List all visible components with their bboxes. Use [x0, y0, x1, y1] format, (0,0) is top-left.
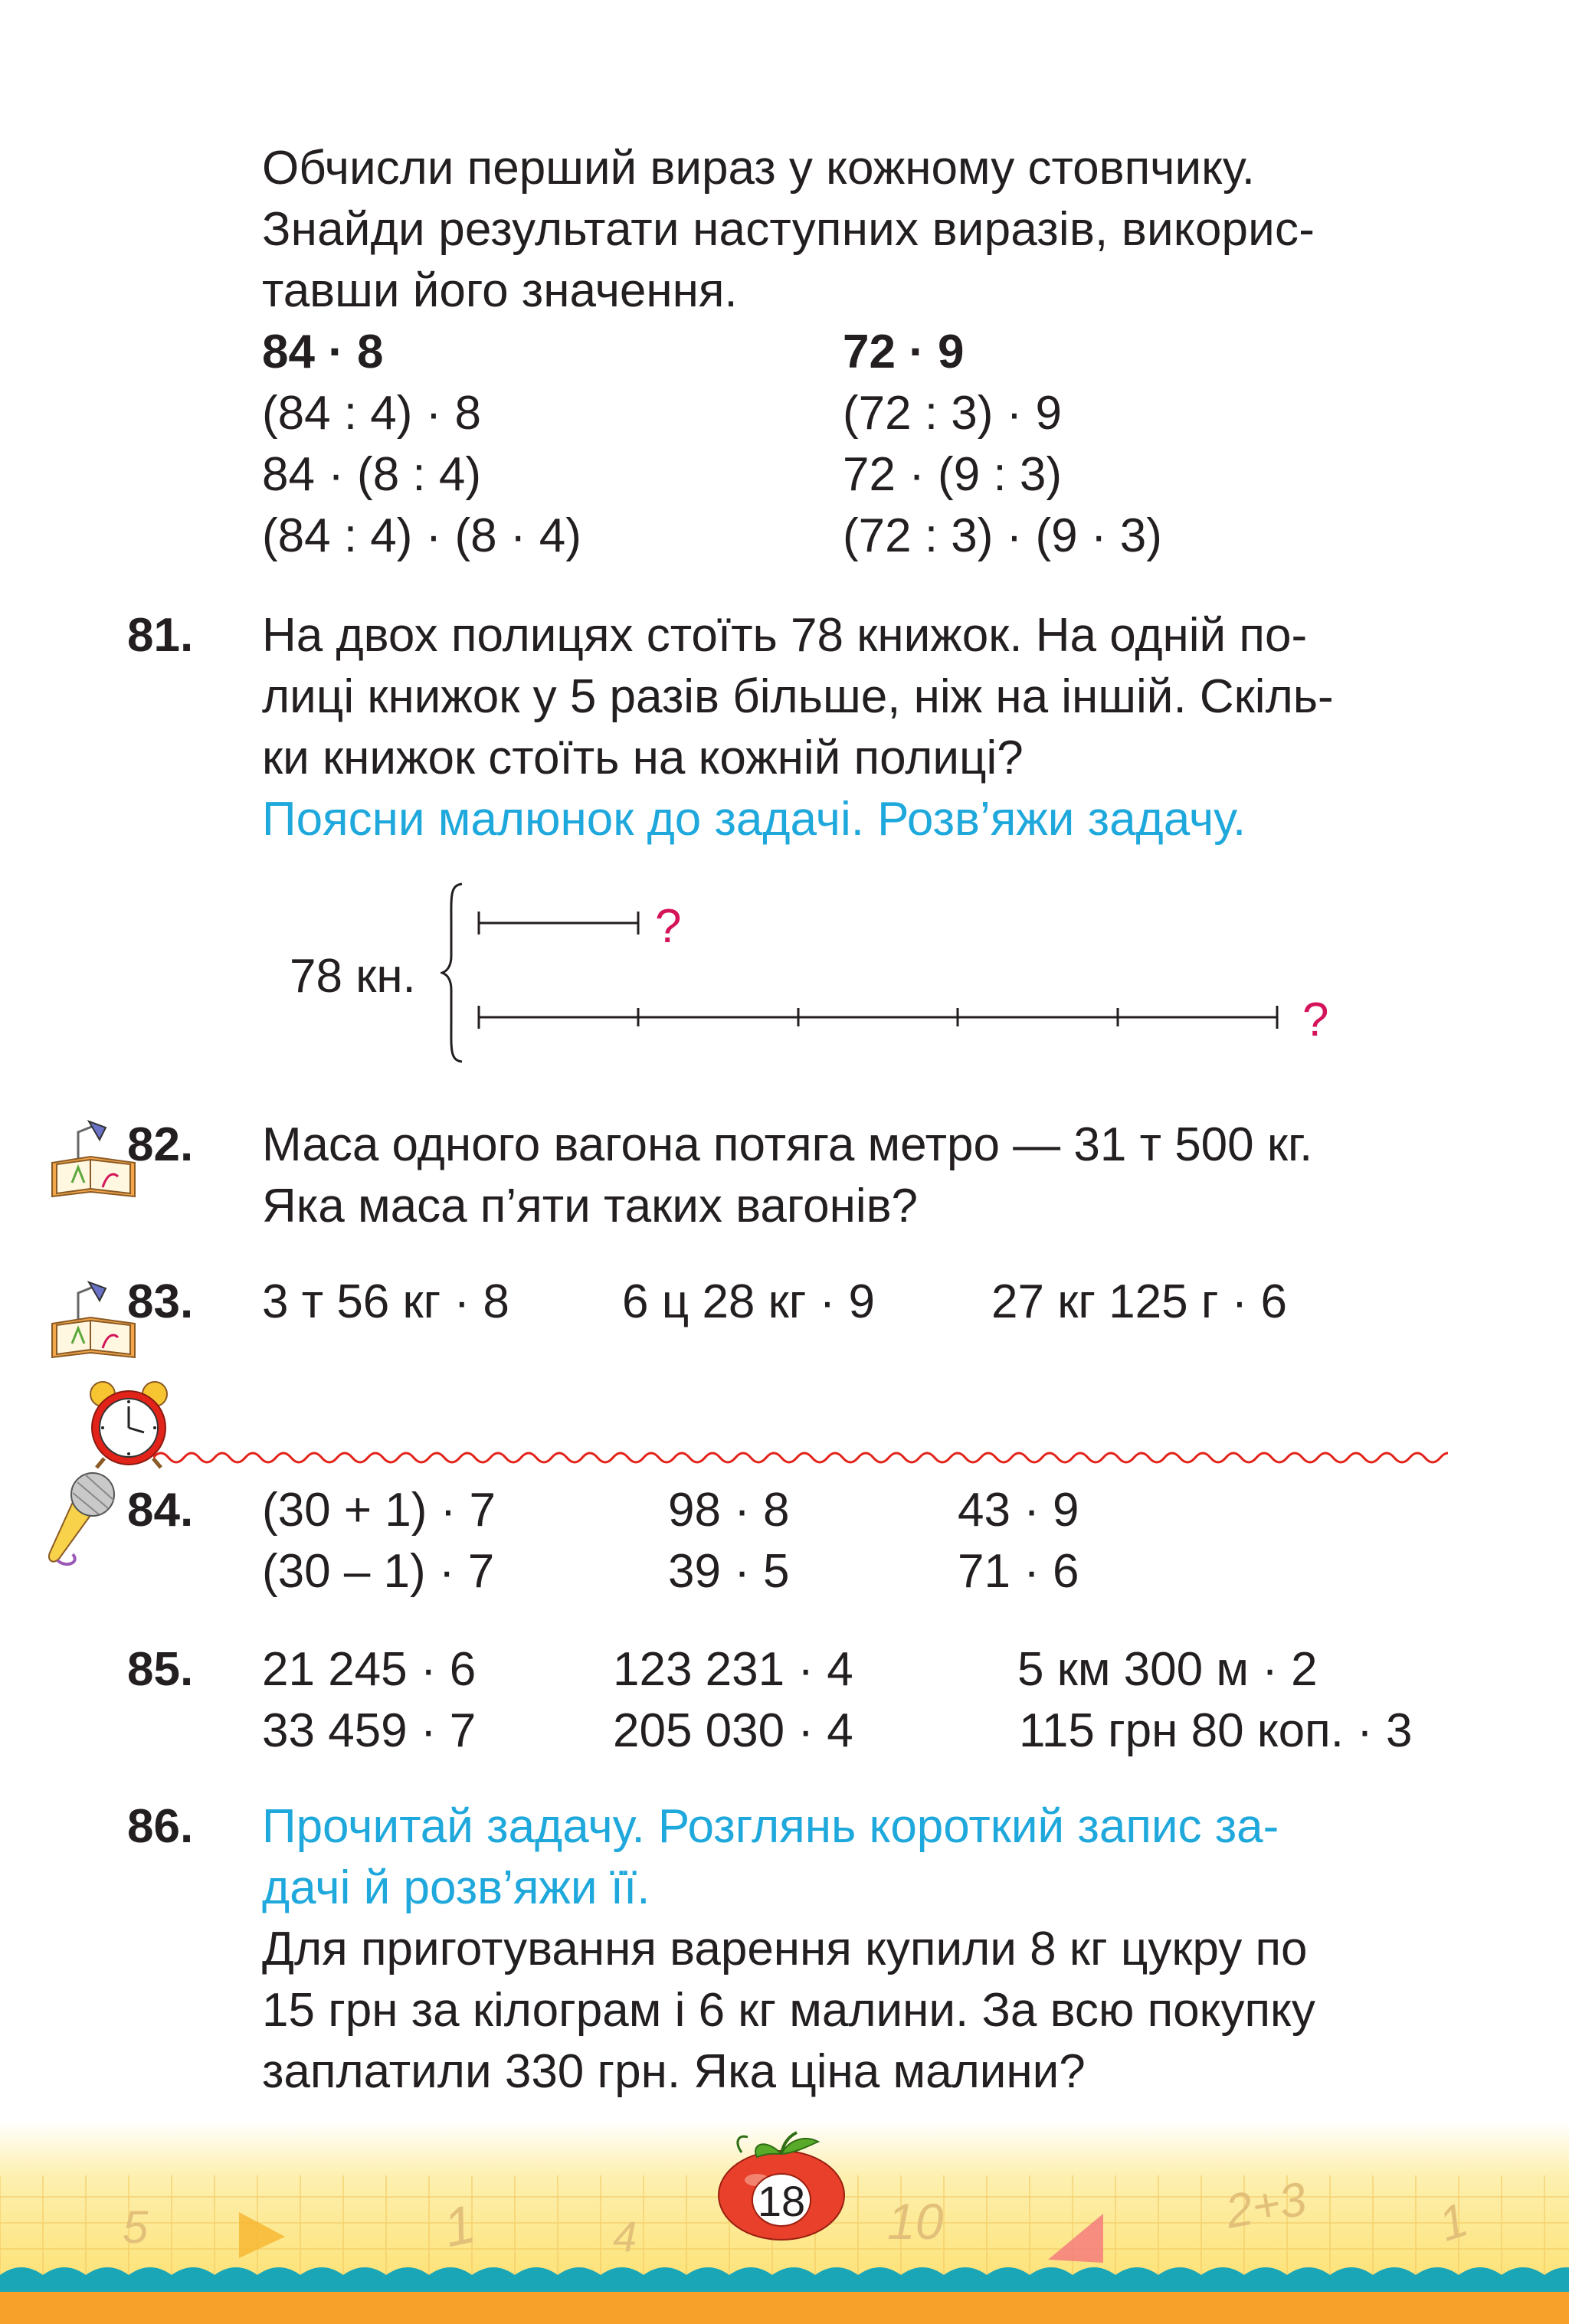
task-number: 86. — [127, 1800, 194, 1853]
footer-decor-number: 2+3 — [1221, 2172, 1311, 2239]
segment-diagram — [471, 904, 1299, 1042]
task-number: 85. — [127, 1643, 194, 1696]
expression: (72 : 3) · (9 · 3) — [843, 509, 1162, 562]
task-text: Маса одного вагона потяга метро — 31 т 500 кг. — [262, 1118, 1313, 1171]
expression-heading: 84 · 8 — [262, 326, 384, 378]
expression: (72 : 3) · 9 — [843, 387, 1062, 440]
expression: 98 · 8 — [668, 1484, 790, 1537]
task-text: 15 грн за кілограм і 6 кг малини. За всю покупку — [262, 1984, 1315, 2037]
footer-decor-number: 1 — [1433, 2193, 1475, 2252]
expression: 71 · 6 — [958, 1545, 1079, 1598]
intro-line-3: тавши його значення. — [262, 264, 738, 317]
footer-decor-number: 5 — [123, 2201, 149, 2253]
question-mark: ? — [1302, 993, 1329, 1046]
expression: 5 км 300 м · 2 — [1017, 1643, 1318, 1696]
diagram-total-label: 78 кн. — [290, 950, 416, 1003]
intro-line-1 — [262, 138, 1440, 199]
expression: (84 : 4) · (8 · 4) — [262, 509, 581, 562]
expression: (30 + 1) · 7 — [262, 1484, 496, 1537]
expression: 21 245 · 6 — [262, 1643, 477, 1696]
expression: 3 т 56 кг · 8 — [262, 1275, 509, 1328]
curly-brace — [441, 881, 463, 1065]
task-text: На двох полицях стоїть 78 книжок. На одній по- — [262, 609, 1308, 662]
expression: (84 : 4) · 8 — [262, 387, 481, 440]
expression: 72 · (9 : 3) — [843, 448, 1062, 501]
task-number: 84. — [127, 1484, 194, 1537]
short-segment — [479, 912, 638, 935]
expression: 39 · 5 — [668, 1545, 790, 1598]
task-instruction: Прочитай задачу. Розглянь короткий запис за- — [262, 1800, 1279, 1853]
task-text: ки книжок стоїть на кожній полиці? — [262, 732, 1024, 784]
expression: 205 030 · 4 — [613, 1704, 853, 1757]
intro-text: Обчисли перший вираз у кожному стовпчику. — [262, 142, 1255, 195]
footer-decor-number: 1 — [438, 2193, 480, 2259]
expression: 43 · 9 — [958, 1484, 1079, 1537]
task-number: 83. — [127, 1275, 194, 1328]
task-number: 82. — [127, 1118, 194, 1171]
task-text: лиці книжок у 5 разів більше, ніж на іншій. Скіль- — [262, 670, 1334, 723]
expression: 115 грн 80 коп. · 3 — [1019, 1704, 1413, 1757]
task-instruction: Поясни малюнок до задачі. Розв’яжи задачу. — [262, 793, 1246, 846]
microphone-icon — [42, 1467, 123, 1570]
footer-decor-number: 4 — [613, 2212, 637, 2260]
intro-line-2: Знайди результати наступних виразів, викорис- — [262, 203, 1315, 256]
expression: 123 231 · 4 — [613, 1643, 853, 1696]
task-instruction: дачі й розв’яжи її. — [262, 1861, 650, 1914]
expression: 33 459 · 7 — [262, 1704, 477, 1757]
long-segment — [479, 1006, 1277, 1029]
page-number: 18 — [757, 2177, 806, 2225]
task-text: заплатили 330 грн. Яка ціна малини? — [262, 2045, 1086, 2098]
wavy-separator — [153, 1446, 1448, 1469]
task-number: 81. — [127, 609, 194, 662]
footer-decor-number: 10 — [887, 2193, 944, 2250]
expression: 84 · (8 : 4) — [262, 448, 481, 501]
task-text: Яка маса п’яти таких вагонів? — [262, 1180, 919, 1232]
question-mark: ? — [655, 900, 682, 953]
expression: 6 ц 28 кг · 9 — [622, 1275, 875, 1328]
expression: 27 кг 125 г · 6 — [991, 1275, 1288, 1328]
expression: (30 – 1) · 7 — [262, 1545, 495, 1598]
task-text: Для приготування варення купили 8 кг цукру по — [262, 1923, 1308, 1975]
expression-heading: 72 · 9 — [843, 326, 965, 378]
